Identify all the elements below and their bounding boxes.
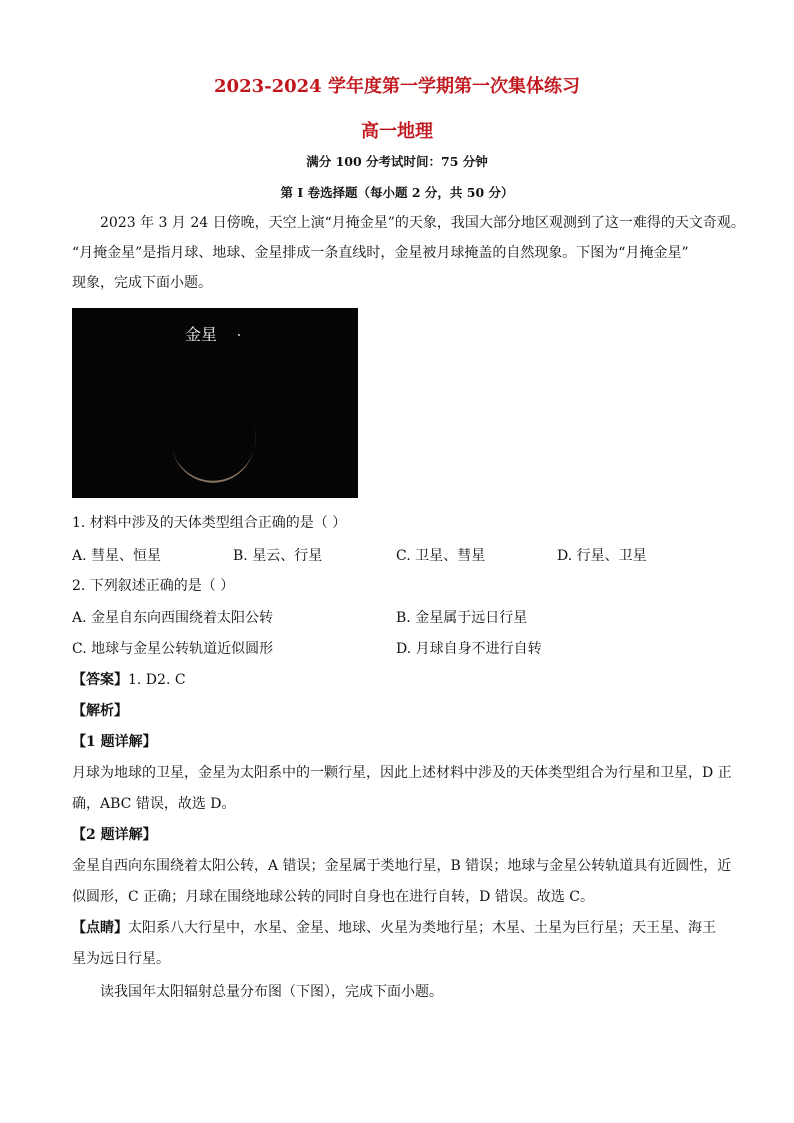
moon-venus-photo [72,308,358,498]
q1-option-b: B. 星云、行星 [233,548,323,564]
next-intro-line: 读我国年太阳辐射总量分布图（下图），完成下面小题。 [100,984,443,1000]
answer-text: 1. D2. C [128,672,186,688]
q1-stem: 1. 材料中涉及的天体类型组合正确的是（ ） [72,515,347,531]
q2-option-c: C. 地球与金星公转轨道近似圆形 [72,641,274,657]
tip-line-1 [72,918,716,938]
detail2-label: 【2 题详解】 [72,827,157,843]
q1-option-a: A. 彗星、恒星 [72,548,162,564]
answer-label: 【答案】 [72,672,128,688]
analysis-label: 【解析】 [72,703,128,719]
q1-option-d: D. 行星、卫星 [557,548,647,564]
q2-stem: 2. 下列叙述正确的是（ ） [72,578,235,594]
detail1-label: 【1 题详解】 [72,734,157,750]
intro-line-1: 2023 年 3 月 24 日傍晚，天空上演“月掩金星”的天象，我国大部分地区观测到了这一难得的天文奇观。 [100,215,745,231]
q2-option-a: A. 金星自东向西围绕着太阳公转 [72,610,274,626]
intro-line-3: 现象，完成下面小题。 [72,275,212,291]
crescent-moon-icon [72,308,358,498]
tip-line-2: 星为远日行星。 [72,951,170,967]
document-subtitle: 高一地理 [361,121,433,142]
detail2-line-2: 似圆形，C 正确；月球在围绕地球公转的同时自身也在进行自转，D 错误。故选 C。 [72,889,594,905]
section-heading: 第 I 卷选择题（每小题 2 分，共 50 分） [280,185,514,200]
detail2-line-1: 金星自西向东围绕着太阳公转，A 错误；金星属于类地行星，B 错误；地球与金星公转轨道具有近圆性，近 [72,858,732,874]
answer-line [72,670,186,690]
q2-option-b: B. 金星属于远日行星 [396,610,528,626]
intro-line-2: “月掩金星”是指月球、地球、金星排成一条直线时，金星被月球掩盖的自然现象。下图为“月掩金星” [72,245,689,261]
tip-text-1: 太阳系八大行星中，水星、金星、地球、火星为类地行星；木星、土星为巨行星；天王星、海王 [128,920,716,936]
tip-label: 【点睛】 [72,920,128,936]
q1-option-c: C. 卫星、彗星 [396,548,486,564]
detail1-line-2: 确，ABC 错误，故选 D。 [72,796,236,812]
detail1-line-1: 月球为地球的卫星，金星为太阳系中的一颗行星，因此上述材料中涉及的天体类型组合为行星和卫星，D 正 [72,765,732,781]
exam-info: 满分 100 分考试时间：75 分钟 [306,154,488,169]
document-title: 2023-2024 学年度第一学期第一次集体练习 [214,76,580,97]
q2-option-d: D. 月球自身不进行自转 [396,641,542,657]
venus-label: 金星 [185,325,218,344]
